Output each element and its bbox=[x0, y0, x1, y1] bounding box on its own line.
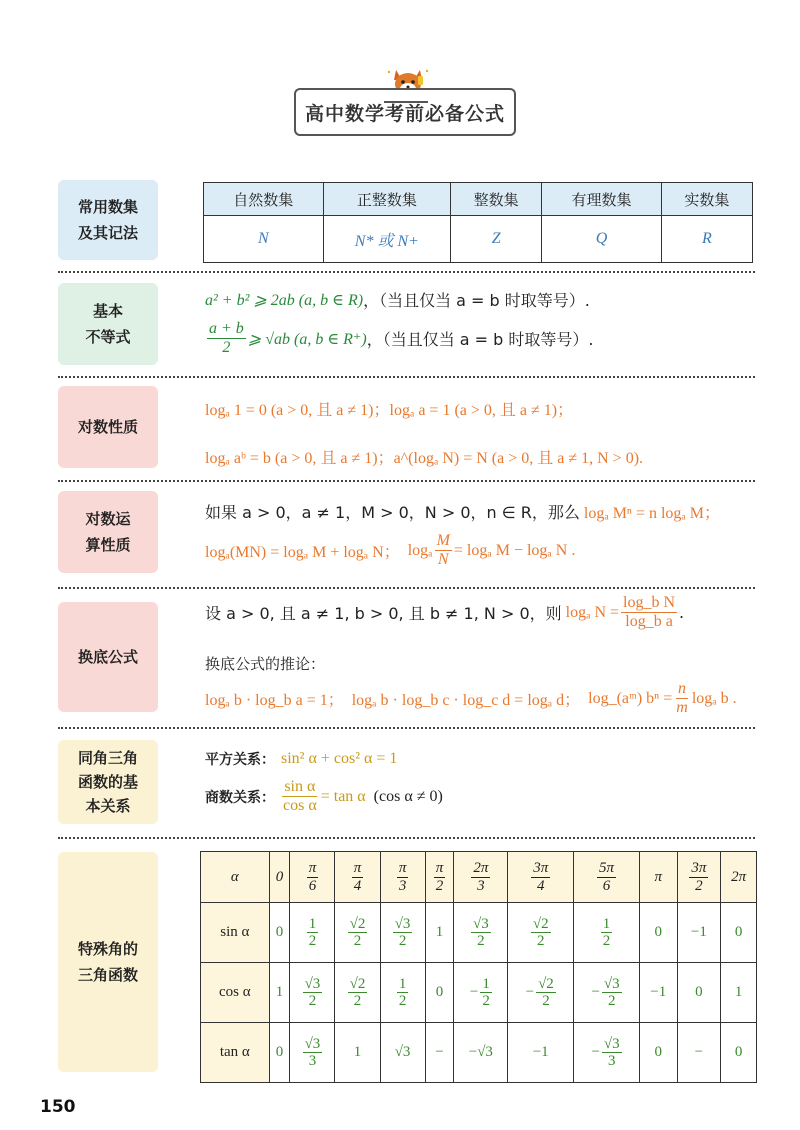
inequality-formula-2: ⩾ √ab (a, b ∈ R⁺) bbox=[247, 330, 367, 348]
log-ops-product-rule: logₐ(MN) = logₐ M + logₐ N； bbox=[205, 544, 400, 562]
log-ops-line-2 bbox=[205, 532, 575, 570]
trig-value-cell: √3 bbox=[380, 1023, 425, 1083]
section-divider bbox=[58, 480, 755, 482]
trig-value-cell: − $\frac{√3}{2}$ bbox=[574, 963, 640, 1023]
section-divider bbox=[58, 271, 755, 273]
trig-value-cell: 1 bbox=[425, 903, 454, 963]
trig-value-cell: 0 bbox=[269, 903, 290, 963]
trig-value-cell: 0 bbox=[425, 963, 454, 1023]
trig-value-cell: 0 bbox=[639, 903, 677, 963]
sets-header-cell: 整数集 bbox=[451, 183, 542, 216]
section-label-trig-relations: 同角三角 函数的基 本关系 bbox=[58, 740, 158, 824]
trig-angle-header: 0 bbox=[269, 852, 290, 903]
trig-value-cell: −1 bbox=[508, 1023, 574, 1083]
section-divider bbox=[58, 727, 755, 729]
change-base-fraction: $\frac{\text{log\_b N}}{\text{log\_b a}}$ bbox=[623, 594, 676, 631]
inequality-line-1 bbox=[205, 288, 590, 311]
trig-value-cell: $\frac{√3}{3}$ bbox=[290, 1023, 335, 1083]
trig-angle-header: $\frac{\pi}{6}$ bbox=[290, 852, 335, 903]
trig-value-cell: $\frac{√3}{2}$ bbox=[290, 963, 335, 1023]
log-props-line-2: logₐ aᵇ = b (a > 0, 且 a ≠ 1)；a^(logₐ N) = N (a > 0, 且 a ≠ 1, N > 0). bbox=[205, 450, 644, 467]
inequality-formula-1: a² + b² ⩾ 2ab (a, b ∈ R) bbox=[205, 291, 364, 309]
change-base-formula-pre: logₐ N = bbox=[565, 603, 620, 621]
change-base-corollary-2: logₐ b · log_b c · log_c d = logₐ d； bbox=[351, 692, 581, 710]
log-ops-line-1 bbox=[205, 500, 720, 523]
change-base-line-1: 设 a > 0, 且 a ≠ 1, b > 0, 且 b ≠ 1, N > 0，则 logₐ N = $\frac{\text{log\_b N}}{\text{log\_b a}}$ . bbox=[205, 594, 685, 631]
change-base-corollary-3-post: logₐ b . bbox=[691, 689, 737, 707]
trig-value-cell: $\frac{√3}{2}$ bbox=[454, 903, 508, 963]
sets-header-cell: 正整数集 bbox=[323, 183, 450, 216]
section-label-special-angles: 特殊角的 三角函数 bbox=[58, 852, 158, 1072]
sets-symbol-cell: Z bbox=[451, 216, 542, 263]
trig-square-label: 平方关系： bbox=[205, 752, 275, 768]
trig-row bbox=[201, 963, 757, 1023]
page-number: 150 bbox=[40, 1097, 76, 1117]
trig-value-cell: $\frac{√2}{2}$ bbox=[508, 903, 574, 963]
trig-square-line bbox=[205, 749, 397, 769]
change-base-condition: 设 a > 0, 且 a ≠ 1, b > 0, 且 b ≠ 1, N > 0，则 bbox=[205, 604, 562, 624]
section-label-log-ops: 对数运 算性质 bbox=[58, 491, 158, 573]
title-dash-divider bbox=[384, 101, 428, 103]
section-label-change-base: 换底公式 bbox=[58, 602, 158, 712]
special-angles-table bbox=[200, 851, 757, 1083]
trig-value-cell: − $\frac{√2}{2}$ bbox=[508, 963, 574, 1023]
section-divider bbox=[58, 587, 755, 589]
inequality-note-2: ，（当且仅当 a = b 时取等号）. bbox=[366, 330, 594, 350]
trig-value-cell: $\frac{√3}{2}$ bbox=[380, 903, 425, 963]
trig-angle-header: $\frac{3\pi}{2}$ bbox=[677, 852, 721, 903]
trig-value-cell: $\frac{√2}{2}$ bbox=[335, 903, 380, 963]
trig-value-cell: − $\frac{√3}{3}$ bbox=[574, 1023, 640, 1083]
number-sets-table bbox=[203, 182, 753, 263]
trig-angle-header: $\frac{\pi}{2}$ bbox=[425, 852, 454, 903]
log-props-line-1: logₐ 1 = 0 (a > 0, 且 a ≠ 1)；logₐ a = 1 (a > 0, 且 a ≠ 1)； bbox=[205, 402, 574, 419]
sets-header-cell: 自然数集 bbox=[204, 183, 324, 216]
trig-row bbox=[201, 903, 757, 963]
log-ops-power-rule: logₐ Mⁿ = n logₐ M； bbox=[583, 505, 721, 522]
sets-header-cell: 实数集 bbox=[661, 183, 752, 216]
log-ops-quotient-fraction: $\frac{M}{N}$ bbox=[436, 532, 450, 569]
trig-value-cell: − bbox=[425, 1023, 454, 1083]
trig-row-label: sin α bbox=[201, 903, 270, 963]
trig-value-cell: $\frac{1}{2}$ bbox=[574, 903, 640, 963]
trig-angle-header: $\frac{5\pi}{6}$ bbox=[574, 852, 640, 903]
trig-value-cell: − $\frac{1}{2}$ bbox=[454, 963, 508, 1023]
trig-value-cell: $\frac{√2}{2}$ bbox=[335, 963, 380, 1023]
change-base-line-3 bbox=[205, 680, 737, 718]
trig-row-label: cos α bbox=[201, 963, 270, 1023]
trig-quotient-condition: (cos α ≠ 0) bbox=[373, 787, 443, 805]
sets-symbol-cell: Q bbox=[542, 216, 662, 263]
trig-value-cell: 0 bbox=[677, 963, 721, 1023]
trig-value-cell: −1 bbox=[677, 903, 721, 963]
trig-angle-header: 2π bbox=[721, 852, 757, 903]
trig-value-cell: $\frac{1}{2}$ bbox=[290, 903, 335, 963]
sets-symbol-cell: N bbox=[204, 216, 324, 263]
trig-value-cell: −1 bbox=[639, 963, 677, 1023]
trig-value-cell: 0 bbox=[721, 1023, 757, 1083]
sets-symbol-cell: R bbox=[661, 216, 752, 263]
trig-row bbox=[201, 1023, 757, 1083]
log-ops-condition: 如果 a > 0，a ≠ 1，M > 0，N > 0，n ∈ R，那么 bbox=[205, 503, 580, 522]
inequality-note-1: ，（当且仅当 a = b 时取等号）. bbox=[363, 291, 590, 310]
change-base-corollary-title: 换底公式的推论： bbox=[205, 655, 326, 673]
trig-value-cell: − bbox=[677, 1023, 721, 1083]
section-divider bbox=[58, 837, 755, 839]
sets-symbol-cell: N* 或 N+ bbox=[323, 216, 450, 263]
trig-value-cell: 0 bbox=[269, 1023, 290, 1083]
log-ops-quotient-post: = logₐ M − logₐ N . bbox=[453, 541, 576, 559]
section-label-sets: 常用数集 及其记法 bbox=[58, 180, 158, 260]
trig-square-formula: sin² α + cos² α = 1 bbox=[281, 750, 398, 767]
inequality-line-2 bbox=[205, 320, 594, 358]
trig-angle-header: $\frac{3\pi}{4}$ bbox=[508, 852, 574, 903]
trig-angle-header: $\frac{2\pi}{3}$ bbox=[454, 852, 508, 903]
trig-header-alpha: α bbox=[201, 852, 270, 903]
trig-value-cell: 1 bbox=[335, 1023, 380, 1083]
inequality-fraction: $\frac{a + b}{2}$ bbox=[209, 320, 244, 357]
trig-value-cell: 1 bbox=[269, 963, 290, 1023]
section-label-log-props: 对数性质 bbox=[58, 386, 158, 468]
trig-angle-header: $\frac{\pi}{4}$ bbox=[335, 852, 380, 903]
trig-quotient-label: 商数关系： bbox=[205, 789, 275, 806]
trig-value-cell: 0 bbox=[721, 903, 757, 963]
section-label-inequality: 基本 不等式 bbox=[58, 283, 158, 365]
section-divider bbox=[58, 376, 755, 378]
trig-quotient-fraction: $\frac{\text{sin α}}{\text{cos α}}$ bbox=[283, 778, 317, 815]
trig-angle-header: π bbox=[639, 852, 677, 903]
trig-quotient-line bbox=[205, 778, 443, 816]
trig-value-cell: −√3 bbox=[454, 1023, 508, 1083]
change-base-corollary-3-pre: log_(aᵐ) bⁿ = bbox=[588, 689, 673, 707]
trig-angle-header: $\frac{\pi}{3}$ bbox=[380, 852, 425, 903]
change-base-corollary-3-fraction: $\frac{n}{m}$ bbox=[676, 680, 688, 717]
trig-value-cell: 0 bbox=[639, 1023, 677, 1083]
page-title: 高中数学考前必备公式 bbox=[294, 88, 516, 136]
trig-value-cell: 1 bbox=[721, 963, 757, 1023]
trig-row-label: tan α bbox=[201, 1023, 270, 1083]
trig-quotient-rest: = tan α bbox=[320, 787, 366, 805]
trig-value-cell: $\frac{1}{2}$ bbox=[380, 963, 425, 1023]
change-base-corollary-1: logₐ b · log_b a = 1； bbox=[205, 692, 344, 710]
sets-header-cell: 有理数集 bbox=[542, 183, 662, 216]
log-ops-quotient-pre: logₐ bbox=[407, 541, 433, 559]
